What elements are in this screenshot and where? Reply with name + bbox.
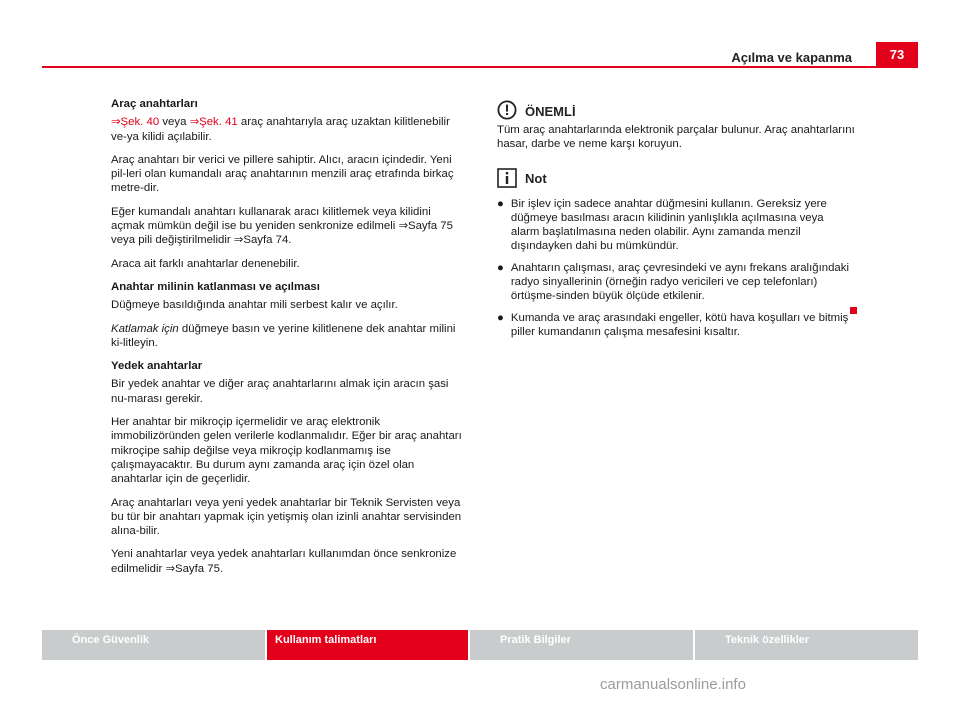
- tab-safety[interactable]: Önce Güvenlik: [42, 630, 265, 660]
- paragraph-resync: Eğer kumandalı anahtarı kullanarak aracı kilitlemek veya kilidini açmak mümkün değil ise bu yeniden senkronize edilmeli ⇒Sayfa 75 veya pili değiştirilmelidir ⇒Sayfa 74.: [111, 205, 453, 247]
- note-bullet: [497, 261, 855, 304]
- section-heading-spare-keys: Yedek anahtarlar: [111, 360, 203, 373]
- paragraph-remote-keys: [111, 115, 466, 144]
- note-bullet-text: Anahtarın çalışması, araç çevresindeki ve aynı frekans aralığındaki radyo sinyallerinin (örneğin radyo vericileri ve cep telefonları) örtüşme-sinden büyük ölçüde etkilenir.: [510, 261, 849, 303]
- paragraph-transmitter: Araç anahtarı bir verici ve pillere sahiptir. Alıcı, aracın içindedir. Yeni pil-leri olan kumandalı araç anahtarının menzili araç etrafında birkaç metre-dir.: [111, 153, 454, 195]
- note-header: [497, 168, 855, 188]
- chapter-title: Açılma ve kapanma: [731, 50, 852, 65]
- tab-operating-instructions[interactable]: Kullanım talimatları: [267, 630, 468, 660]
- info-icon: [497, 168, 517, 188]
- tab-practical-tips[interactable]: Pratik Bilgiler: [470, 630, 693, 660]
- ref-arrow: ⇒: [111, 116, 121, 129]
- text-fragment: araç anahtarıyla araç uzaktan kilitlenebilir ve-ya kilidi açılabilir.: [111, 116, 450, 143]
- note-bullet: [497, 311, 855, 340]
- paragraph-blade-open: Düğmeye basıldığında anahtar mili serbest kalır ve açılır.: [111, 299, 398, 312]
- important-title: ÖNEMLİ: [525, 103, 576, 119]
- paragraph-blade-fold: [111, 322, 466, 351]
- text-fragment: düğmeye basın ve yerine kilitlenene dek anahtar milini ki-litleyin.: [111, 322, 456, 349]
- tab-technical-data[interactable]: Teknik özellikler: [695, 630, 918, 660]
- figure-link-41[interactable]: Şek. 41: [199, 116, 238, 129]
- important-text: Tüm araç anahtarlarında elektronik parçalar bulunur. Araç anahtarlarını hasar, darbe ve neme karşı koruyun.: [497, 124, 855, 151]
- section-heading-key-blade: Anahtar milinin katlanması ve açılması: [111, 280, 320, 293]
- paragraph-service: Araç anahtarları veya yeni yedek anahtarlar bir Teknik Servisten veya bu tür bir anahtarı yapmak için yetişmiş olan izinli anahtar servisinden alına-bilir.: [111, 496, 462, 538]
- bullet-dot: ●: [497, 197, 504, 210]
- note-bullet: [497, 197, 855, 254]
- right-column: [497, 100, 855, 346]
- ref-arrow: ⇒: [189, 116, 200, 129]
- paragraph-chassis-number: Bir yedek anahtar ve diğer araç anahtarlarını almak için aracın şasi nu-marası gerekir.: [111, 378, 449, 405]
- section-end-marker: [850, 307, 857, 314]
- important-header: [497, 100, 855, 120]
- section-heading-keys: Araç anahtarları: [111, 98, 198, 110]
- note-bullet-text: Bir işlev için sadece anahtar düğmesini kullanın. Gereksiz yere düğmeye basılması aracın kilidinin yanlışlıkla açılmasına veya alarm başlatılmasına neden olabilir. Aynı zamanda menzil dışındayken dahi bu mümkündür.: [510, 197, 827, 253]
- bullet-dot: ●: [497, 311, 504, 324]
- bullet-dot: ●: [497, 261, 504, 274]
- exclamation-icon: [497, 100, 517, 120]
- figure-link-40[interactable]: Şek. 40: [120, 116, 160, 129]
- left-column: [111, 97, 466, 585]
- note-title: Not: [525, 171, 547, 187]
- watermark: carmanualsonline.info: [600, 676, 746, 693]
- paragraph-different-keys: Araca ait farklı anahtarlar denenebilir.: [111, 257, 300, 270]
- note-bullet-text: Kumanda ve araç arasındaki engeller, kötü hava koşulları ve bitmiş piller kumandanın çalışma mesafesini kısaltır.: [510, 311, 849, 338]
- page-number: 73: [876, 42, 918, 68]
- paragraph-microchip: Her anahtar bir mikroçip içermelidir ve araç elektronik immobilizöründen gelen verilerle kodlanmalıdır. Eğer bir araç anahtarı mikroçipe sahip değilse veya mikroçip kodlanmamış ise çalışmayacaktır. Bu durum aynı zamanda araç için özel olan anahtarlar için de geçerlidir.: [111, 416, 462, 486]
- header-divider: [42, 66, 876, 68]
- text-fragment: veya: [159, 116, 190, 129]
- italic-phrase: Katlamak için: [111, 322, 179, 335]
- chapter-tabs: [42, 630, 918, 660]
- paragraph-sync-new: Yeni anahtarlar veya yedek anahtarları kullanımdan önce senkronize edilmelidir ⇒Sayfa 75.: [111, 548, 457, 575]
